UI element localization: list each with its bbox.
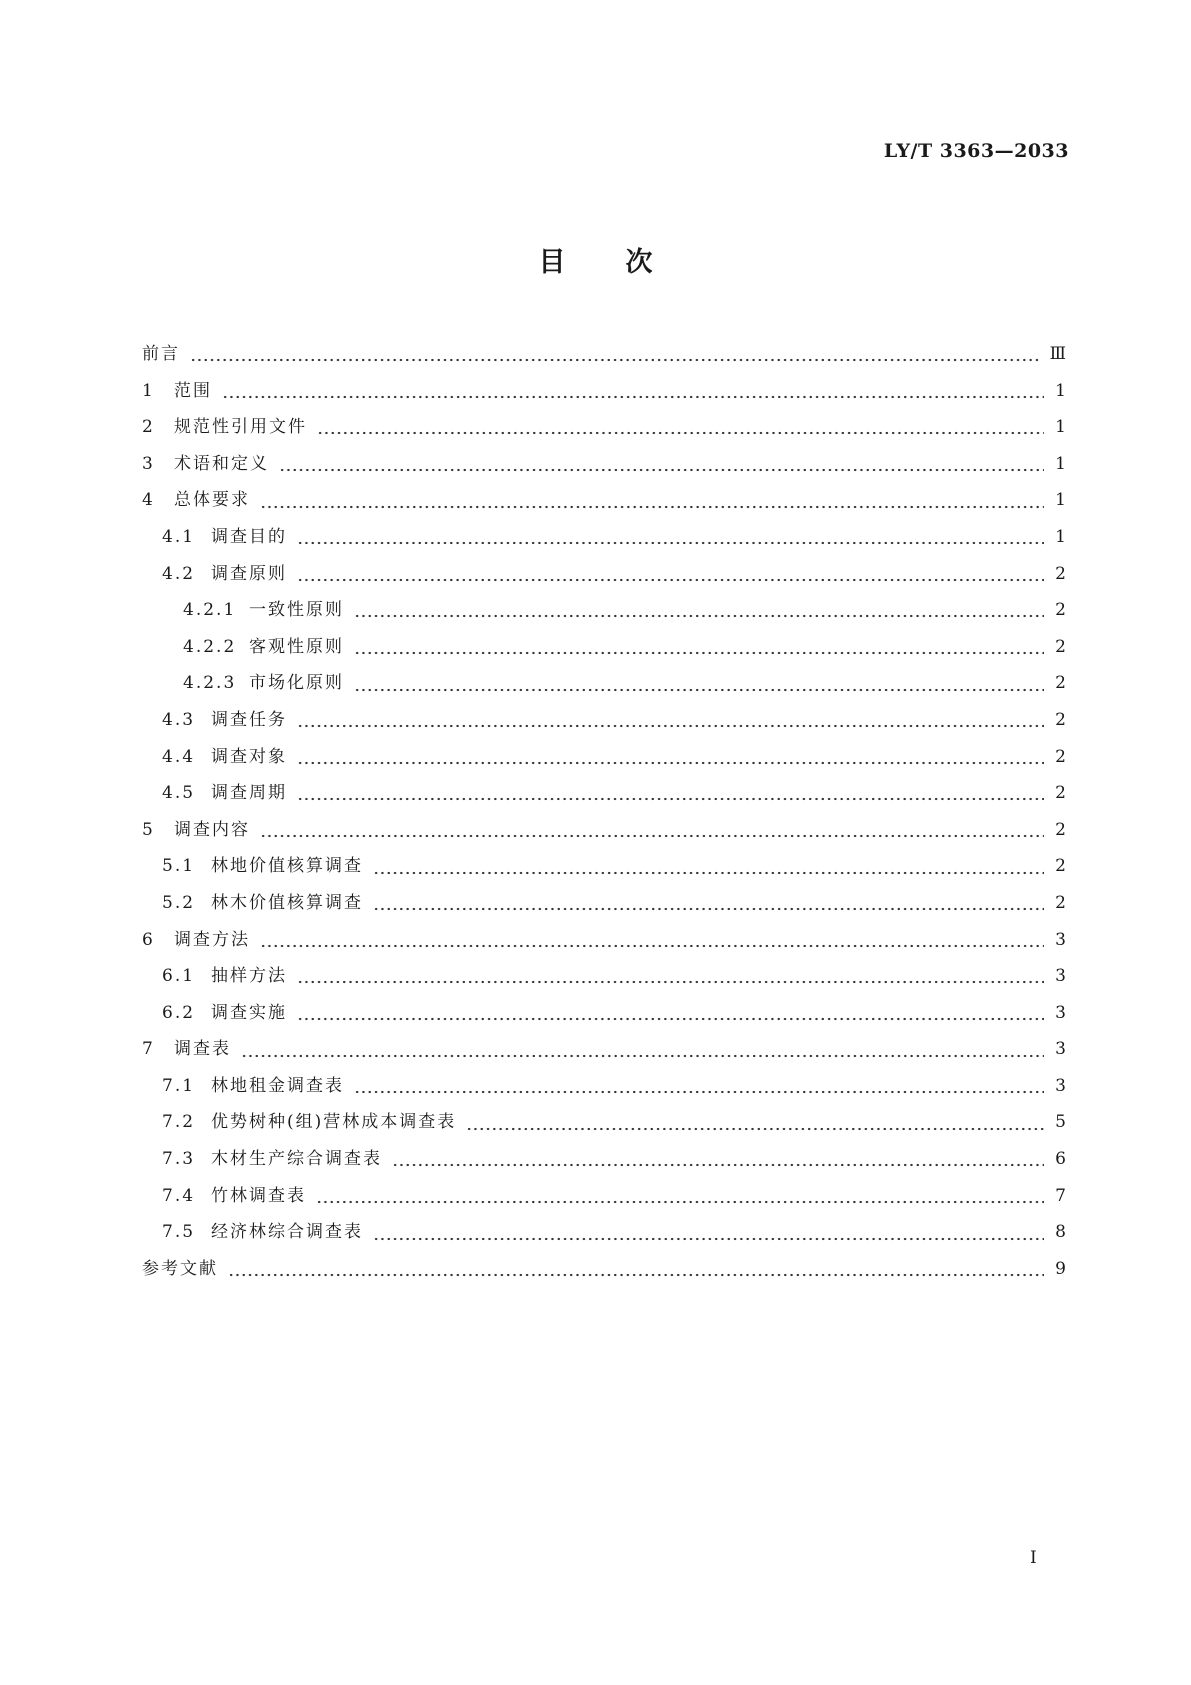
toc-entry-title: 总体要求 [174,490,250,511]
toc-entry[interactable] [142,1144,1066,1181]
footer-page-number: I [1030,1548,1037,1568]
toc-entry-title: 林地价值核算调查 [211,856,363,877]
toc-entry-title: 竹林调查表 [211,1185,306,1206]
toc-entry-page: 3 [1055,966,1066,987]
toc-entry[interactable] [142,595,1066,632]
toc-entry-page: 2 [1055,746,1066,767]
toc-dot-leader [228,1273,1044,1277]
toc-entry-number: 4.2.2 [183,636,237,657]
toc-entry-title: 调查原则 [211,563,287,584]
toc-entry-title: 范围 [174,380,212,401]
toc-entry-title: 调查表 [174,1039,231,1060]
toc-entry-page: 2 [1055,783,1066,804]
toc-entry-title: 调查对象 [211,746,287,767]
toc-entry[interactable] [142,632,1066,669]
toc-entry-number: 4.2.3 [183,673,237,694]
toc-dot-leader [297,797,1044,801]
toc-entry-page: 1 [1055,417,1066,438]
toc-dot-leader [466,1127,1044,1131]
toc-entry-number: 7.2 [162,1112,196,1133]
toc-dot-leader [373,871,1044,875]
toc-entry-title: 调查任务 [211,709,287,730]
toc-entry[interactable] [142,742,1066,779]
toc-dot-leader [297,541,1044,545]
toc-entry-page: 2 [1055,600,1066,621]
toc-entry[interactable] [142,1217,1066,1254]
toc-entry-number: 4.2.1 [183,600,237,621]
toc-entry-title: 木材生产综合调查表 [211,1149,382,1170]
toc-entry-title: 前言 [142,344,180,364]
standard-code: LY/T 3363—2033 [883,140,1069,162]
toc-entry[interactable] [142,998,1066,1035]
toc-dot-leader [317,431,1044,435]
toc-entry-page: 2 [1055,892,1066,913]
toc-entry-number: 4.1 [162,526,196,547]
toc-entry[interactable] [142,851,1066,888]
toc-entry[interactable] [142,559,1066,596]
toc-entry-page: 2 [1055,709,1066,730]
table-of-contents [142,339,1066,1290]
toc-dot-leader [392,1163,1044,1167]
toc-dot-leader [354,1090,1044,1094]
toc-dot-leader [297,980,1044,984]
page-title: 目次 [538,247,713,278]
toc-entry-number: 3 [142,453,155,474]
toc-entry-number: 1 [142,380,155,401]
toc-entry[interactable] [142,705,1066,742]
toc-entry-number: 4.4 [162,746,196,767]
toc-entry[interactable] [142,449,1066,486]
toc-entry-title: 调查目的 [211,526,287,547]
toc-entry[interactable] [142,1034,1066,1071]
toc-entry-title: 优势树种(组)营林成本调查表 [211,1112,457,1133]
toc-entry-title: 术语和定义 [174,453,269,474]
toc-entry-title: 规范性引用文件 [174,417,307,438]
toc-dot-leader [354,651,1044,655]
toc-dot-leader [373,907,1044,911]
toc-entry[interactable] [142,1107,1066,1144]
toc-entry-title: 调查内容 [174,819,250,840]
toc-entry-number: 7.4 [162,1185,196,1206]
toc-entry-page: 8 [1055,1222,1066,1243]
toc-entry-number: 4 [142,490,155,511]
toc-dot-leader [316,1200,1044,1204]
toc-entry-page: Ⅲ [1049,344,1066,364]
toc-entry-title: 参考文献 [142,1258,218,1279]
toc-entry[interactable] [142,485,1066,522]
toc-entry-page: 3 [1055,1002,1066,1023]
toc-entry-page: 5 [1055,1112,1066,1133]
toc-dot-leader [297,1017,1044,1021]
toc-entry-page: 1 [1055,380,1066,401]
toc-entry[interactable] [142,961,1066,998]
toc-entry-title: 调查方法 [174,929,250,950]
toc-entry-page: 1 [1055,526,1066,547]
toc-entry-number: 5.1 [162,856,196,877]
toc-entry[interactable] [142,522,1066,559]
toc-entry[interactable] [142,376,1066,413]
toc-entry-page: 3 [1055,1075,1066,1096]
toc-entry[interactable] [142,888,1066,925]
toc-entry-page: 3 [1055,1039,1066,1060]
toc-entry[interactable] [142,1254,1066,1291]
toc-dot-leader [354,614,1044,618]
toc-dot-leader [297,724,1044,728]
toc-entry[interactable] [142,339,1066,376]
toc-entry-title: 客观性原则 [249,636,344,657]
toc-dot-leader [190,358,1042,362]
toc-dot-leader [241,1054,1044,1058]
toc-dot-leader [260,944,1044,948]
toc-dot-leader [354,688,1044,692]
toc-entry-number: 7.3 [162,1149,196,1170]
toc-entry[interactable] [142,1071,1066,1108]
toc-entry-number: 6.1 [162,966,196,987]
toc-dot-leader [260,834,1044,838]
toc-entry-number: 4.5 [162,783,196,804]
toc-entry[interactable] [142,778,1066,815]
toc-entry-page: 7 [1055,1185,1066,1206]
toc-entry-page: 2 [1055,563,1066,584]
toc-entry-page: 2 [1055,636,1066,657]
toc-entry-number: 6 [142,929,155,950]
toc-entry-page: 2 [1055,856,1066,877]
toc-entry-number: 2 [142,417,155,438]
toc-entry[interactable] [142,1181,1066,1218]
toc-entry-number: 5.2 [162,892,196,913]
toc-entry-page: 1 [1055,490,1066,511]
toc-entry-page: 3 [1055,929,1066,950]
toc-entry-number: 4.2 [162,563,196,584]
toc-dot-leader [222,395,1044,399]
toc-entry-number: 7.5 [162,1222,196,1243]
toc-dot-leader [260,505,1044,509]
toc-entry-title: 调查周期 [211,783,287,804]
toc-entry-number: 7 [142,1039,155,1060]
toc-entry-page: 6 [1055,1149,1066,1170]
toc-entry-title: 抽样方法 [211,966,287,987]
toc-entry-title: 调查实施 [211,1002,287,1023]
toc-entry-page: 2 [1055,673,1066,694]
toc-entry[interactable] [142,668,1066,705]
toc-dot-leader [279,468,1044,472]
toc-dot-leader [297,578,1044,582]
toc-entry[interactable] [142,815,1066,852]
toc-entry-page: 1 [1055,453,1066,474]
toc-entry-page: 2 [1055,819,1066,840]
toc-entry[interactable] [142,412,1066,449]
toc-entry-title: 林木价值核算调查 [211,892,363,913]
toc-dot-leader [297,761,1044,765]
toc-entry-title: 市场化原则 [249,673,344,694]
toc-entry-number: 6.2 [162,1002,196,1023]
toc-entry[interactable] [142,925,1066,962]
toc-dot-leader [373,1237,1044,1241]
toc-entry-title: 经济林综合调查表 [211,1222,363,1243]
toc-entry-title: 林地租金调查表 [211,1075,344,1096]
toc-entry-number: 7.1 [162,1075,196,1096]
toc-entry-title: 一致性原则 [249,600,344,621]
toc-entry-page: 9 [1055,1258,1066,1279]
toc-entry-number: 5 [142,819,155,840]
toc-entry-number: 4.3 [162,709,196,730]
